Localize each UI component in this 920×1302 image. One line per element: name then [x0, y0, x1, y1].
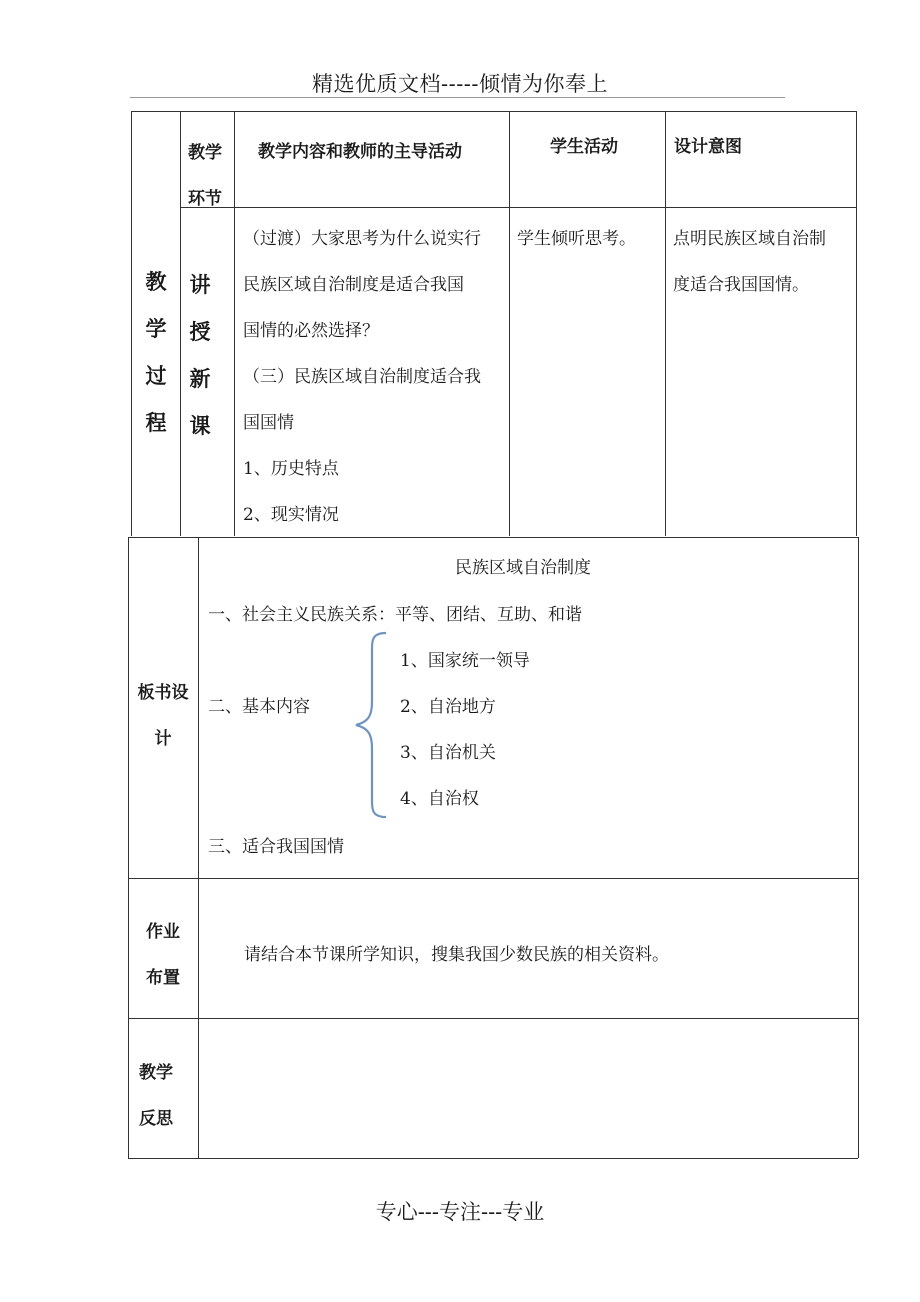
table-border — [665, 111, 666, 536]
content-line: 1、历史特点 — [243, 459, 339, 479]
board-title: 民族区域自治制度 — [455, 558, 591, 578]
content-line: （过渡）大家思考为什么说实行 — [243, 229, 481, 249]
reflection-label: 教学 反思 — [139, 1063, 173, 1129]
lesson-content — [243, 216, 505, 538]
page-header-title: 精选优质文档-----倾情为你奉上 — [312, 72, 608, 96]
table-border — [128, 1158, 858, 1159]
header-stage: 教学 环节 — [188, 143, 222, 209]
content-line: 2、现实情况 — [243, 505, 339, 525]
curly-brace-icon — [350, 630, 390, 820]
student-activity-text: 学生倾听思考。 — [517, 229, 636, 249]
board-sub-item: 1、国家统一领导 — [400, 651, 530, 671]
board-point-1: 一、社会主义民族关系：平等、团结、互助、和谐 — [208, 605, 582, 625]
board-sub-item: 4、自治权 — [400, 789, 479, 809]
content-line: 民族区域自治制度是适合我国 — [243, 275, 464, 295]
header-student-activity: 学生活动 — [550, 137, 618, 157]
content-line: 国国情 — [243, 413, 294, 433]
table-border — [856, 111, 857, 536]
design-intent-text: 点明民族区域自治制 度适合我国国情。 — [673, 229, 826, 295]
table-border — [509, 111, 510, 536]
table-border — [234, 111, 235, 536]
board-sub-item: 2、自治地方 — [400, 697, 496, 717]
header-design-intent: 设计意图 — [674, 137, 742, 157]
table-border — [128, 537, 858, 538]
board-point-3: 三、适合我国国情 — [208, 837, 344, 857]
board-design-label: 板书设 计 — [137, 683, 189, 749]
header-divider — [130, 97, 785, 98]
table-border — [128, 878, 858, 879]
section-label-process: 教 学 过 程 — [145, 270, 167, 435]
table-border — [128, 1018, 858, 1019]
header-content: 教学内容和教师的主导活动 — [258, 142, 462, 162]
table-border — [131, 111, 132, 536]
board-sub-items — [400, 638, 530, 822]
table-border — [858, 537, 859, 1158]
content-line: 国情的必然选择？ — [243, 321, 379, 341]
content-line: （三）民族区域自治制度适合我 — [243, 367, 481, 387]
board-point-2: 二、基本内容 — [208, 697, 310, 717]
table-border — [180, 207, 857, 208]
homework-label: 作业 布置 — [146, 922, 180, 988]
table-border — [131, 111, 857, 112]
page-footer-text: 专心---专注---专业 — [375, 1200, 545, 1224]
homework-text: 请结合本节课所学知识，搜集我国少数民族的相关资料。 — [244, 945, 669, 965]
board-sub-item: 3、自治机关 — [400, 743, 496, 763]
stage-label-new-lesson: 讲 授 新 课 — [189, 273, 211, 438]
table-border — [198, 537, 199, 1158]
